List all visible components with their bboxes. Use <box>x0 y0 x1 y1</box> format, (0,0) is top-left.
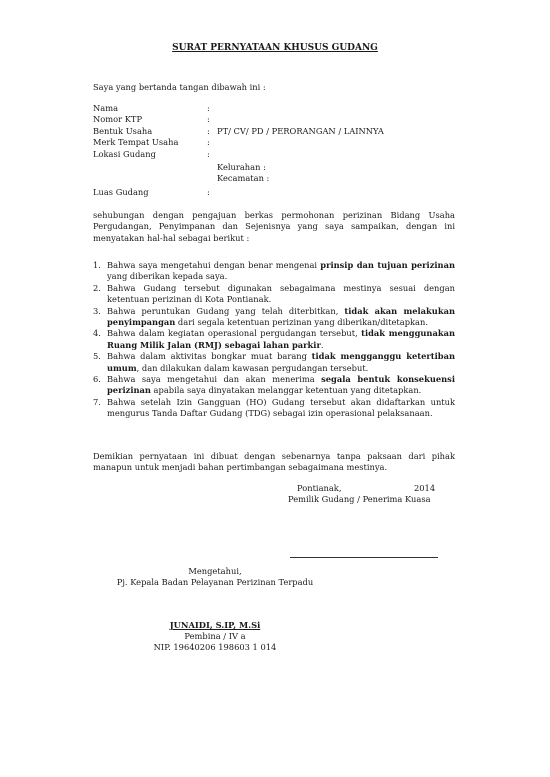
closing-paragraph: Demikian pernyataan ini dibuat dengan sebenarnya tanpa paksaan dari pihak manapun untuk menjadi bahan pertimbangan sebagaimana mestinya. <box>93 451 455 473</box>
field-row <box>93 114 384 125</box>
statement-number: 1. <box>93 260 101 270</box>
field-label: Nomor KTP <box>93 114 143 125</box>
statement-text: Bahwa dalam aktivitas bongkar muat barang tidak mengganggu ketertiban umum, dan dilakukan dalam kawasan pergudangan tersebut. <box>107 351 455 373</box>
statement-text: Bahwa Gudang tersebut digunakan sebagaimana mestinya sesuai dengan ketentuan perizinan di Kota Pontianak. <box>107 282 455 305</box>
field-colon: : <box>207 137 210 148</box>
statement-item <box>93 306 455 329</box>
field-label: Bentuk Usaha <box>93 125 153 136</box>
subfield-row <box>93 173 384 184</box>
field-label: Nama <box>93 103 119 113</box>
signature-line <box>290 557 438 558</box>
statement-number: 6. <box>93 374 101 385</box>
place-label: Pontianak, <box>297 483 342 493</box>
field-value: PT/ CV/ PD / PERORANGAN / LAINNYA <box>217 125 384 136</box>
signer-role: Pemilik Gudang / Penerima Kuasa <box>288 494 431 504</box>
statement-item <box>93 374 455 397</box>
statement-list <box>93 260 455 420</box>
statement-item <box>93 397 455 420</box>
intro-text: Saya yang bertanda tangan dibawah ini : <box>93 82 266 92</box>
field-row <box>93 126 384 137</box>
official-rank: Pembina / IV a <box>184 631 246 641</box>
official-nip: NIP. 19640206 198603 1 014 <box>153 642 277 652</box>
field-colon: : <box>207 186 210 197</box>
statement-text: Bahwa saya mengetahui dengan benar mengenai prinsip dan tujuan perizinan yang diberikan kepada saya. <box>107 260 455 282</box>
subfield-kecamatan: Kecamatan : <box>217 173 270 184</box>
statement-number: 4. <box>93 328 101 339</box>
field-colon: : <box>207 125 210 136</box>
statement-number: 2. <box>93 282 101 293</box>
subfield-row <box>93 162 384 173</box>
official-name: JUNAIDI, S.IP, M.Si <box>169 620 261 630</box>
official-title: Pj. Kepala Badan Pelayanan Perizinan Terpadu <box>116 577 314 587</box>
statement-item <box>93 283 455 306</box>
statement-number: 7. <box>93 396 101 407</box>
field-label: Merk Tempat Usaha <box>93 137 179 148</box>
identity-fields <box>93 103 384 198</box>
field-row <box>93 137 384 148</box>
mengetahui-label: Mengetahui, <box>188 566 242 576</box>
field-label: Luas Gudang <box>93 186 149 197</box>
subfield-kelurahan: Kelurahan : <box>217 161 266 172</box>
statement-text: Bahwa setelah Izin Gangguan (HO) Gudang tersebut akan didaftarkan untuk mengurus Tanda Daftar Gudang (TDG) sebagai izin operasional pelaksanaan. <box>107 396 455 419</box>
statement-text: Bahwa saya mengetahui dan akan menerima segala bentuk konsekuensi perizinan apabila saya dinyatakan melanggar ketentuan yang ditetapkan. <box>107 374 455 396</box>
document-title: SURAT PERNYATAAN KHUSUS GUDANG <box>172 43 378 53</box>
statement-text: Bahwa peruntukan Gudang yang telah diterbitkan, tidak akan melakukan penyimpangan dari segala ketentuan perizinan yang diberikan/ditetapkan. <box>107 305 455 328</box>
year-label: 2014 <box>414 483 436 493</box>
statement-text: Bahwa dalam kegiatan operasional pergudangan tersebut, tidak menggunakan Ruang Milik Jalan (RMJ) sebagai lahan parkir. <box>107 328 455 350</box>
field-colon: : <box>207 103 210 113</box>
field-row <box>93 187 384 198</box>
statement-number: 3. <box>93 305 101 316</box>
statement-number: 5. <box>93 351 101 362</box>
statement-item <box>93 260 455 283</box>
field-colon: : <box>207 114 210 125</box>
field-colon: : <box>207 148 210 159</box>
statement-item <box>93 328 455 351</box>
field-label: Lokasi Gudang <box>93 148 156 159</box>
field-row <box>93 103 384 114</box>
opening-paragraph: sehubungan dengan pengajuan berkas permohonan perizinan Bidang Usaha Pergudangan, Penyimpanan dan Sejenisnya yang saya sampaikan, dengan ini menyatakan hal-hal sebagai berikut : <box>93 210 455 243</box>
statement-item <box>93 351 455 374</box>
field-row <box>93 149 384 160</box>
